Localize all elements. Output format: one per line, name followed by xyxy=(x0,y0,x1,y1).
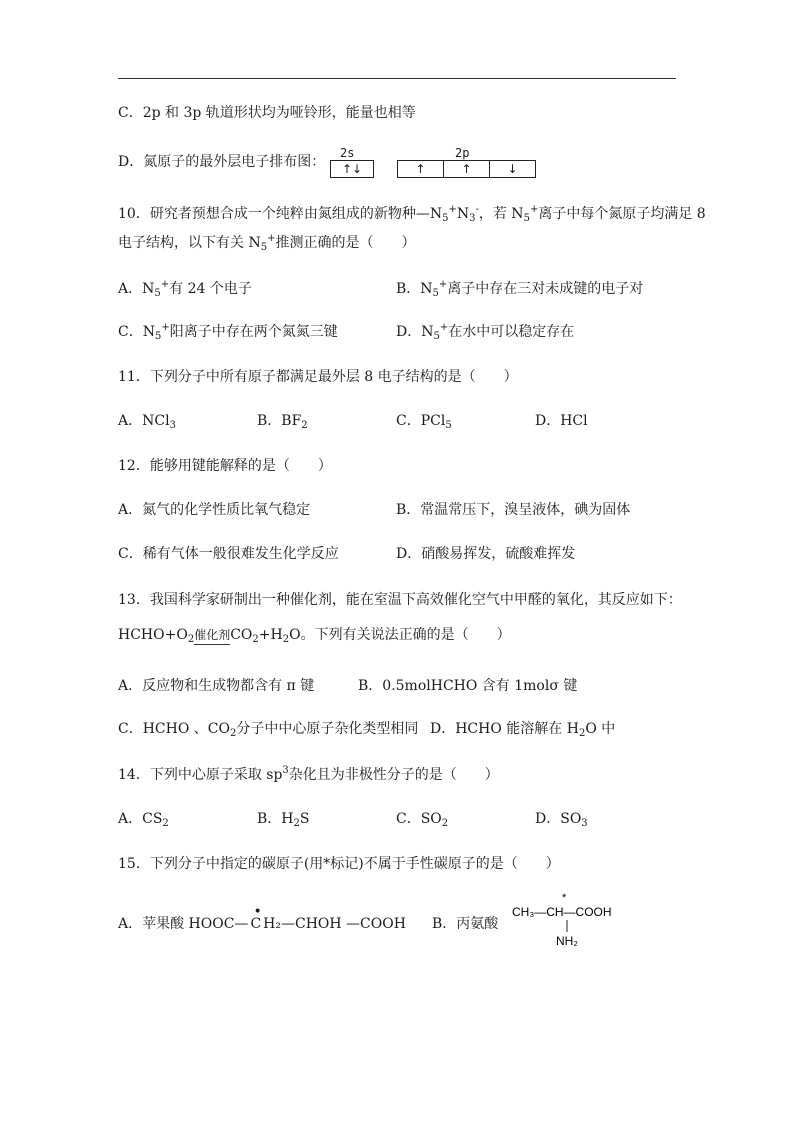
q15-option-b-label: B．丙氨酸 xyxy=(432,916,499,932)
q15-option-a: A．苹果酸 HOOC— • C H₂—CHOH —COOH xyxy=(118,904,406,932)
alanine-amino-group: NH₂ xyxy=(556,934,578,948)
q10-stem-e: 推测正确的是（ ） xyxy=(275,235,416,251)
header-rule xyxy=(118,78,676,79)
q10-option-b: B．$N_5^+$离子中存在三对未成键的电子对 xyxy=(396,279,644,299)
q10-option-a: A．$N_5^+$有 24 个电子 xyxy=(118,279,252,299)
q11-option-a: A．NCl$_3$ xyxy=(118,413,176,431)
q12-stem: 12．能够用键能解释的是（ ） xyxy=(118,458,332,474)
q11-stem: 11．下列分子中所有原子都满足最外层 8 电子结构的是（ ） xyxy=(118,369,518,385)
q13-stem-line1: 13．我国科学家研制出一种催化剂，能在室温下高效催化空气中甲醛的氧化，其反应如下： xyxy=(118,592,682,608)
orbital-2s-cell: ↑↓ xyxy=(341,162,363,176)
q11-option-d: D．HCl xyxy=(535,413,588,429)
q11-option-b: B．$BF_2$ xyxy=(257,413,308,431)
q12-option-b: B．常温常压下，溴呈液体，碘为固体 xyxy=(396,502,631,518)
q12-option-a: A．氮气的化学性质比氧气稳定 xyxy=(118,502,311,518)
q11-option-c: C．PCl$_5$ xyxy=(396,413,452,431)
q10-option-c: C．$N_5^+$阳离子中存在两个氮氮三键 xyxy=(118,322,338,342)
q15-stem: 15．下列分子中指定的碳原子(用*标记)不属于手性碳原子的是（ ） xyxy=(118,856,560,872)
q12-option-c: C．稀有气体一般很难发生化学反应 xyxy=(118,546,339,562)
alanine-structure xyxy=(510,890,640,950)
q14-option-d: D．$SO_3$ xyxy=(535,811,588,829)
q14-stem: 14．下列中心原子采取 $sp^3$杂化且为非极性分子的是（ ） xyxy=(118,765,499,783)
orbital-2s-label: 2s xyxy=(340,146,355,160)
q13-option-d: D．HCHO 能溶解在 $H_2O$ 中 xyxy=(430,721,616,739)
chiral-star: * xyxy=(562,892,567,904)
q10-stem-d: 电子结构，以下有关 N xyxy=(118,235,261,251)
q13-option-a: A．反应物和生成物都含有 π 键 xyxy=(118,678,315,694)
q14-option-b: B．$H_2S$ xyxy=(257,811,310,829)
q12-option-d: D．硝酸易挥发，硫酸难挥发 xyxy=(396,546,576,562)
q10-stem-b: ，若 N xyxy=(478,206,524,222)
alanine-main-chain: CH₃—CH—COOH xyxy=(512,905,612,919)
q13-option-c: C．HCHO 、$CO_2$分子中中心原子杂化类型相同 xyxy=(118,721,419,739)
orbital-2p-cell-2: ↑ xyxy=(444,161,490,177)
q14-option-a: A．$CS_2$ xyxy=(118,811,169,829)
orbital-2p-label: 2p xyxy=(455,146,470,160)
q10-option-d: D．$N_5^+$在水中可以稳定存在 xyxy=(396,322,575,342)
q10-stem-a: 10．研究者预想合成一个纯粹由氮组成的新物种—N xyxy=(118,206,443,222)
orbital-2p-cell-3: ↓ xyxy=(507,162,518,176)
q13-option-b: B．0.5molHCHO 含有 1molσ 键 xyxy=(358,678,578,694)
q10-stem-c: 离子中每个氮原子均满足 8 xyxy=(538,206,706,222)
q14-option-c: C．$SO_2$ xyxy=(396,811,449,829)
catalyst-arrow: 催化剂 xyxy=(194,628,231,642)
q10-stem-line1: 10．研究者预想合成一个纯粹由氮组成的新物种$—N_5^+N_3^-$，若 $N_5^+$离子中每个氮原子均满足 8 xyxy=(118,204,706,224)
q9-option-d-label: D．氮原子的最外层电子排布图： xyxy=(118,154,326,170)
q13-equation: $HCHO+O_2$催化剂$CO_2+H_2O$。下列有关说法正确的是（ ） xyxy=(118,627,511,645)
q10-stem-line2: 电子结构，以下有关 $N_5^+$推测正确的是（ ） xyxy=(118,233,416,253)
orbital-2p-cell-1: ↑ xyxy=(398,161,444,177)
q9-option-c: C．2p 和 3p 轨道形状均为哑铃形，能量也相等 xyxy=(118,105,416,121)
